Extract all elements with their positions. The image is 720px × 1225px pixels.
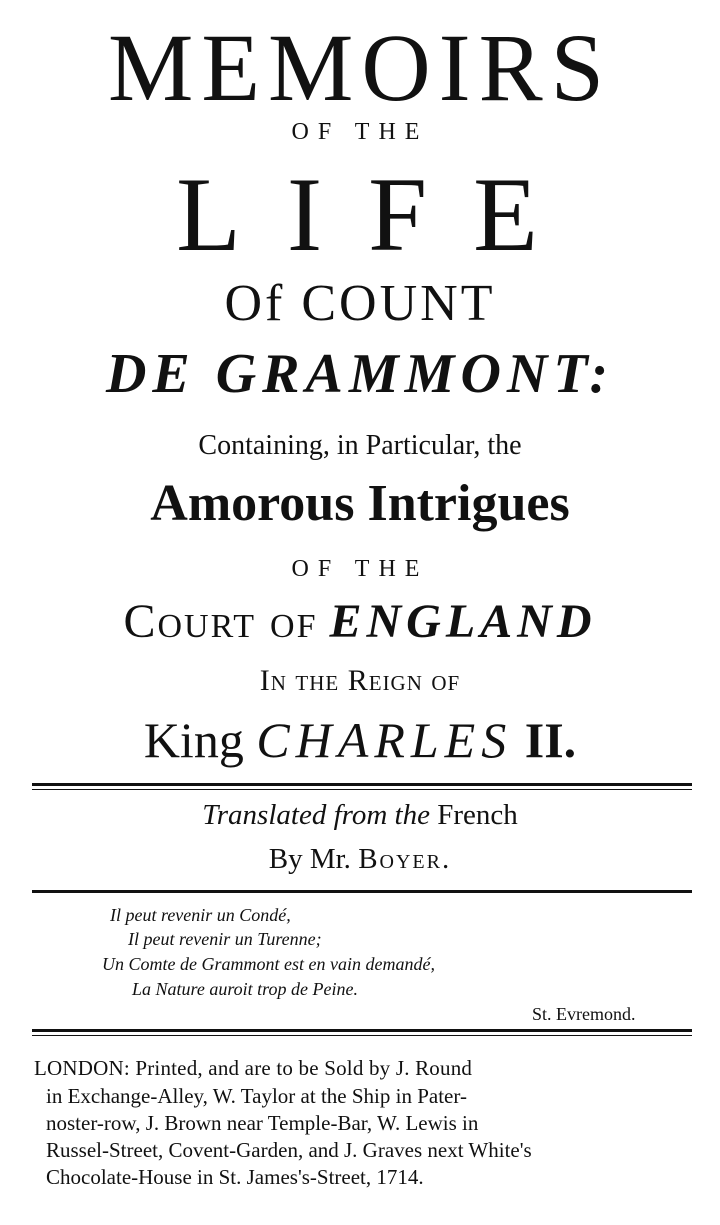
title-life: LIFE — [176, 156, 584, 273]
title-in-the-reign-of: In the Reign of — [259, 664, 461, 697]
england-text: ENGLAND — [329, 595, 597, 648]
subtitle-containing: Containing, in Particular, the — [198, 430, 522, 461]
court-of-text: Court of — [123, 595, 318, 648]
epigraph-attribution: St. Evremond. — [532, 1004, 636, 1024]
title-of-count: Of COUNT — [224, 275, 496, 332]
translated-line — [0, 801, 720, 830]
king-text: King — [143, 712, 244, 768]
charles-text: CHARLES — [256, 712, 513, 768]
top-double-rule — [32, 783, 692, 786]
translator-line — [0, 845, 720, 874]
bottom-double-rule — [32, 1029, 692, 1032]
by-mr-text: By Mr. — [268, 843, 351, 875]
middle-rule — [32, 890, 692, 893]
title-court-of-england — [0, 595, 720, 648]
epigraph-line: La Nature auroit trop de Peine. — [132, 979, 358, 999]
bottom-double-rule-thin — [32, 1035, 692, 1036]
title-de-grammont: DE GRAMMONT: — [105, 343, 615, 405]
french-text: French — [437, 799, 518, 831]
title-amorous-intrigues: Amorous Intrigues — [150, 475, 570, 532]
epigraph-line: Il peut revenir un Condé, — [110, 905, 291, 925]
translated-text: Translated from the — [202, 799, 430, 831]
imprint-line: noster-row, J. Brown near Temple-Bar, W. Lewis in — [46, 1111, 479, 1135]
imprint-line: Russel-Street, Covent-Garden, and J. Graves next White's — [46, 1138, 532, 1162]
imprint-line: Chocolate-House in St. James's-Street, 1714. — [46, 1165, 424, 1189]
imprint-line: LONDON: Printed, and are to be Sold by J. Round — [34, 1056, 473, 1080]
title-of-the-1: OF THE — [291, 119, 429, 145]
boyer-text: Boyer. — [358, 843, 452, 875]
title-memoirs: MEMOIRS — [107, 14, 613, 121]
top-double-rule-thin — [32, 789, 692, 790]
imprint-line: in Exchange-Alley, W. Taylor at the Ship in Pater- — [46, 1084, 467, 1108]
title-king-charles — [0, 712, 720, 768]
epigraph-line: Il peut revenir un Turenne; — [128, 929, 322, 949]
ii-text: II. — [524, 712, 577, 768]
epigraph-line: Un Comte de Grammont est en vain demandé, — [102, 954, 435, 974]
title-of-the-2: OF THE — [291, 556, 429, 582]
